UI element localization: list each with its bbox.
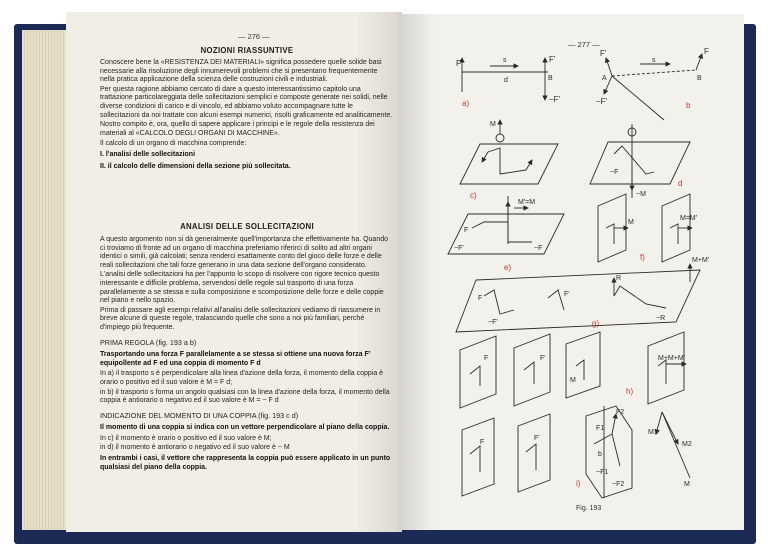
label-d-mM: −M (636, 191, 646, 198)
section-title: ANALISI DELLE SOLLECITAZIONI (180, 222, 314, 231)
label-g-MMp: M+M' (692, 257, 710, 264)
label-a-Fp: F' (549, 55, 556, 64)
label-a-d: d (504, 77, 508, 84)
label-h: h) (626, 387, 634, 396)
label-i-M2: M2 (682, 441, 692, 448)
diagram-e (448, 196, 564, 272)
label-b-B: B (697, 75, 702, 82)
left-page (66, 12, 402, 532)
diagram-f (598, 194, 697, 262)
page-number-left: — 276 — (238, 32, 270, 41)
label-h-F: F (484, 355, 489, 362)
diagram-a (456, 55, 561, 108)
analysis-text (100, 236, 394, 472)
diagram-c (460, 120, 558, 200)
rule1-heading: PRIMA REGOLA (fig. 193 a b) (100, 337, 197, 347)
rule2-heading: INDICAZIONE DEL MOMENTO DI UNA COPPIA (fig. 193 c d) (100, 410, 299, 420)
right-page (400, 14, 744, 530)
rule2-statement: Il momento di una coppia si indica con un vettore perpendicolare al piano della coppia. (100, 424, 390, 432)
rule1-b: in b) il trasporto s forma un angolo qualsiasi con la linea d'azione della forza, il momento della coppia è antiorario o negativo ed il suo valore è M = − F d (100, 388, 390, 405)
label-g-F: F (478, 295, 483, 302)
analysis-para-3: Prima di passare agli esempi relativi all'analisi delle sollecitazioni vediamo di riassumere in breve alcune di queste regole, tralasciando quelle che sono a noi più familiari, perché d'impiego più frequente. (100, 306, 381, 331)
label-e-MpM: M'=M (518, 199, 536, 206)
intro-text (100, 59, 394, 171)
label-f: f) (640, 253, 645, 262)
label-h-Fp: F' (540, 355, 546, 362)
label-a-s: s (503, 57, 507, 64)
page-number-right: — 277 — (568, 40, 600, 49)
rule1-a: In a) il trasporto s è perpendicolare alla linea d'azione della forza, il momento della coppia è orario o positivo ed il suo valore è M = F d; (100, 370, 384, 386)
intro-para-4: Il calcolo di un organo di macchina comprende: (100, 140, 247, 148)
diagram-d (590, 124, 690, 198)
label-i: i) (576, 479, 581, 488)
label-i-M: M (684, 481, 690, 488)
label-b: b (686, 101, 691, 110)
rule2-c: In c) il momento è orario o positivo ed il suo valore è M; (100, 434, 272, 442)
label-f-MM: M=M' (680, 215, 698, 222)
label-g: g) (592, 319, 600, 328)
list-item-2: II. il calcolo delle dimensioni della sezione più sollecitata. (100, 162, 291, 170)
label-i-M1: M1 (648, 429, 658, 436)
rule2-final: In entrambi i casi, il vettore che rappresenta la coppia può essere applicato in un punto qualsiasi del piano della coppia. (100, 455, 391, 471)
label-g-mR: −R (656, 315, 666, 322)
diagram-i (462, 406, 692, 498)
diagram-b (596, 47, 709, 120)
label-e-mF: −F (534, 245, 543, 252)
label-e-mFp: −F' (454, 245, 464, 252)
diagram-h (460, 332, 686, 408)
label-b-A: A (602, 75, 607, 82)
intro-para-3: Nostro compito è, ora, quello di sapere applicare i principi e le regole della resistenza dei materiali al «CALCOLO DEGLI ORGANI DI MACCHINE». (100, 121, 375, 137)
label-i-Fp: F' (534, 435, 540, 442)
label-c: c) (470, 191, 477, 200)
label-i-mF1: −F1 (596, 469, 609, 476)
page-edges (22, 30, 68, 530)
label-b-mFp: −F' (596, 97, 608, 106)
list-item-1: I. l'analisi delle sollecitazioni (100, 150, 196, 158)
label-d: d (678, 179, 683, 188)
figure-193 (400, 14, 744, 530)
label-i-mF2: −F2 (612, 481, 625, 488)
label-i-F2: F2 (616, 409, 625, 416)
label-e: e) (504, 263, 512, 272)
label-d-mF: −F (610, 169, 619, 176)
label-i-b: b (598, 451, 602, 458)
figure-caption: Fig. 193 (576, 505, 602, 512)
label-i-F: F (480, 439, 485, 446)
label-a: a) (462, 99, 470, 108)
intro-para-1: Conoscere bene la «RESISTENZA DEI MATERIALI» significa possedere quelle solide basi necessarie alla risoluzione degli innumerevoli problemi che si presentano frequentemente nella pratica applicazione della scienza delle costruzioni civili e industriali. (100, 59, 382, 84)
label-i-F1: F1 (596, 425, 605, 432)
analysis-para-1: A questo argomento non si dà generalmente quell'importanza che effettivamente ha. Quando ci troviamo di fronte ad un organo di macchina preferiamo riferirci di solito ad altri organi identici o simili, già calcolati; senza renderci esattamente conto del gioco delle forze e delle reali sollecitazioni che tali forze generano in una data sezione dell'organo considerato. (100, 236, 389, 269)
analysis-para-2: L'analisi delle sollecitazioni ha per l'appunto lo scopo di risolvere con rigore tecnico questo interessante e difficile problema, servendosi delle regole sul trasporto di una forza parallelamente a se stessa e sulla composizione e scomposizione delle forze e delle coppie nel piano e nello spazio. (100, 271, 384, 305)
label-a-B: B (548, 75, 553, 82)
label-f-M: M (628, 219, 634, 226)
label-g-Fp: F' (564, 291, 570, 298)
diagram-g (456, 257, 709, 332)
rule1-statement: Trasportando una forza F parallelamente a se stessa si ottiene una nuova forza F' equipollente ad F ed una coppia di momento F d (100, 351, 371, 367)
label-a-mFp: −F' (549, 95, 561, 104)
label-h-M: M (570, 377, 576, 384)
label-c-M: M (490, 121, 496, 128)
label-b-Fp: F' (600, 49, 607, 58)
intro-para-2: Per questa ragione abbiamo cercato di dare a questo interessantissimo capitolo una trattazione particolareggiata delle sollecitazioni semplici e composte generate nei solidi, nelle diverse condizioni di carico e di vincolo, ed abbiamo voluto accompagnare tutte le sollecitazioni da noi trattate con alcuni esempi numerici, risolti graficamente ed analiticamente. (100, 85, 393, 119)
label-g-R: R (616, 275, 622, 282)
label-h-MMMp: M+M+M' (658, 355, 686, 362)
label-b-s: s (652, 57, 656, 64)
page-title: NOZIONI RIASSUNTIVE (200, 46, 294, 55)
label-b-F: F (704, 47, 709, 56)
label-e-F: F (464, 227, 469, 234)
label-a-F: F (456, 59, 461, 68)
label-g-mFp: −F' (488, 319, 498, 326)
rule2-d: in d) il momento è antiorario o negativo ed il suo valore è − M (100, 444, 290, 452)
